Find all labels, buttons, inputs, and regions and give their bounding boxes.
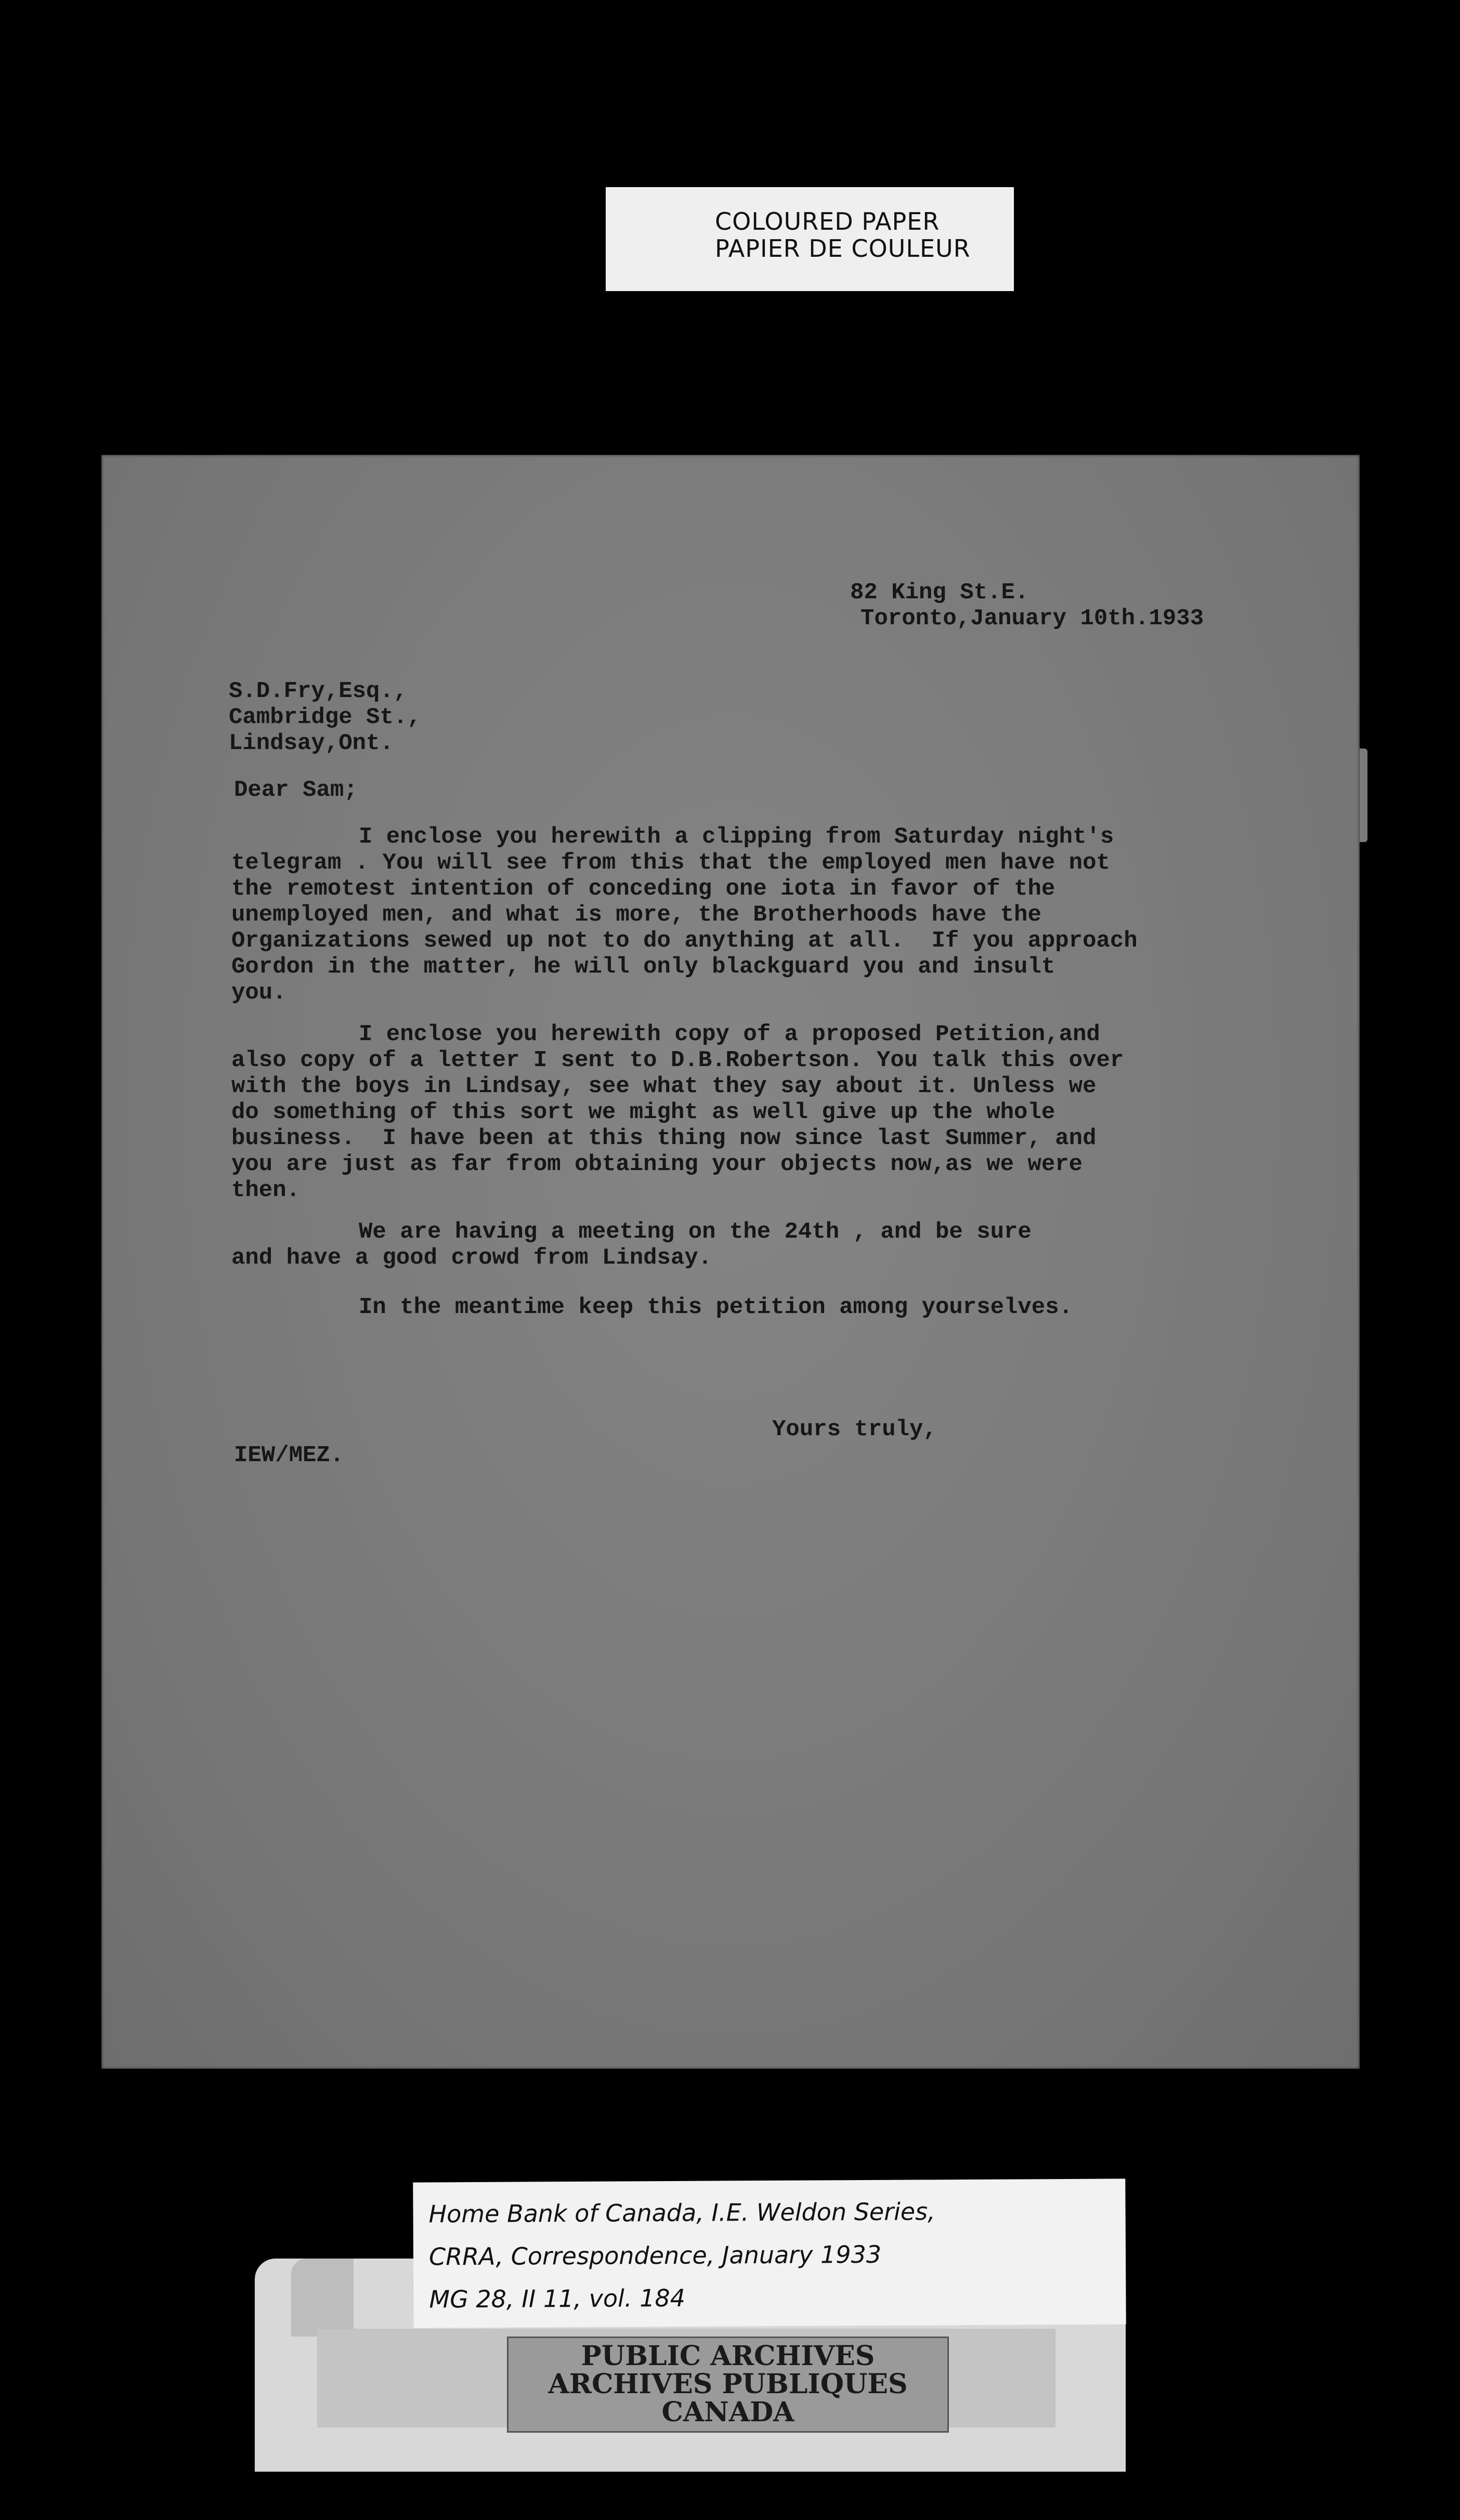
archive-reference-label bbox=[413, 2178, 1126, 2328]
paragraph-line: with the boys in Lindsay, see what they say about it. Unless we bbox=[231, 1073, 1097, 1099]
paragraph-meeting bbox=[231, 1219, 1032, 1271]
paragraph-meantime bbox=[231, 1294, 1073, 1320]
paragraph-line: I enclose you herewith copy of a proposed Petition,and bbox=[359, 1021, 1100, 1047]
letter-body bbox=[101, 455, 1360, 2069]
closing: Yours truly, bbox=[772, 1416, 937, 1442]
paragraph-line: you. bbox=[231, 980, 286, 1006]
coloured-paper-tag bbox=[606, 187, 1014, 291]
paragraph-line: the remotest intention of conceding one iota in favor of the bbox=[231, 876, 1055, 902]
paragraph-line: Organizations sewed up not to do anything at all. If you approach bbox=[231, 928, 1138, 954]
recipient-street: Cambridge St., bbox=[229, 704, 421, 730]
archive-series: Home Bank of Canada, I.E. Weldon Series, bbox=[428, 2197, 935, 2228]
paragraph-line: I enclose you herewith a clipping from Saturday night's bbox=[359, 824, 1114, 850]
paragraph-line: you are just as far from obtaining your objects now,as we were bbox=[231, 1151, 1083, 1177]
paragraph-line: do something of this sort we might as well give up the whole bbox=[231, 1099, 1055, 1125]
recipient-city: Lindsay,Ont. bbox=[229, 730, 394, 756]
paragraph-line: telegram . You will see from this that the employed men have not bbox=[231, 850, 1110, 876]
salutation: Dear Sam; bbox=[234, 777, 358, 803]
paragraph-line: then. bbox=[231, 1177, 301, 1203]
stamp-line: PUBLIC ARCHIVES bbox=[581, 2340, 875, 2372]
archive-volume: MG 28, II 11, vol. 184 bbox=[429, 2283, 686, 2314]
paragraph-line: and have a good crowd from Lindsay. bbox=[231, 1245, 712, 1271]
paragraph-clipping bbox=[231, 824, 1138, 1006]
archive-correspondence: CRRA, Correspondence, January 1933 bbox=[428, 2240, 882, 2271]
stamp-line: ARCHIVES PUBLIQUES bbox=[548, 2368, 908, 2400]
coloured-paper-label-fr: PAPIER DE COULEUR bbox=[715, 234, 971, 262]
paragraph-line: unemployed men, and what is more, the Brotherhoods have the bbox=[231, 902, 1041, 928]
recipient-name: S.D.Fry,Esq., bbox=[229, 678, 408, 704]
stamp-card-corner bbox=[291, 2259, 354, 2337]
public-archives-stamp bbox=[507, 2337, 949, 2433]
coloured-paper-label-en: COLOURED PAPER bbox=[715, 207, 940, 235]
paragraph-line: Gordon in the matter, he will only blackguard you and insult bbox=[231, 954, 1055, 980]
letter-sheet bbox=[101, 455, 1360, 2069]
sender-city-date: Toronto,January 10th.1933 bbox=[861, 606, 1204, 632]
paragraph-line: business. I have been at this thing now since last Summer, and bbox=[231, 1125, 1097, 1151]
recipient-address bbox=[229, 678, 421, 756]
stamp-line: CANADA bbox=[661, 2396, 794, 2428]
paragraph-line: We are having a meeting on the 24th , and be sure bbox=[359, 1219, 1032, 1245]
paragraph-petition bbox=[231, 1021, 1124, 1203]
paragraph-line: also copy of a letter I sent to D.B.Robertson. You talk this over bbox=[231, 1047, 1124, 1073]
sender-address bbox=[850, 580, 1204, 632]
paragraph-line: In the meantime keep this petition among yourselves. bbox=[359, 1294, 1073, 1320]
sender-street: 82 King St.E. bbox=[850, 580, 1029, 606]
typist-initials: IEW/MEZ. bbox=[234, 1442, 344, 1468]
